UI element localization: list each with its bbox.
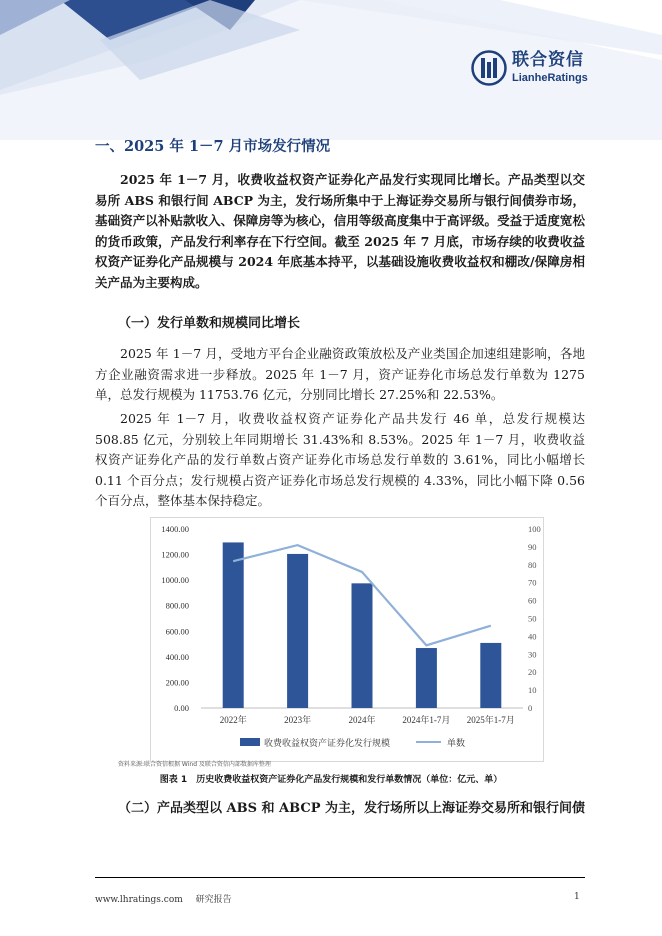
y-right-tick-label: 90 — [528, 541, 537, 552]
y-left-tick-label: 600.00 — [165, 626, 189, 637]
y-right-tick-label: 0 — [528, 703, 533, 713]
y-right-tick-label: 30 — [528, 649, 537, 660]
x-tick-label: 2024年 — [348, 715, 376, 725]
footer-label: 研究报告 — [195, 895, 232, 905]
lianhe-logo-icon — [471, 50, 507, 86]
y-right-tick-label: 20 — [528, 667, 537, 678]
bar-2 — [352, 583, 373, 708]
brand-name-en: LianheRatings — [512, 72, 588, 84]
section-heading: 一、2025 年 1－7 月市场发行情况 — [95, 138, 331, 155]
bar-1 — [287, 554, 308, 708]
y-right-tick-label: 40 — [528, 631, 537, 642]
bar-3 — [416, 648, 437, 708]
summary-paragraph: 2025 年 1－7 月，收费收益权资产证券化产品发行实现同比增长。产品类型以交易所 ABS 和银行间 ABCP 为主，发行场所集中于上海证券交易所与银行间债券市场，基础资产以补贴款收入、保障房等为核心，信用等级高度集中于高评级。受益于适度宽松的货币政策，产品发行利率存在下行空间。截至 2025 年 7 月底，市场存续的收费收益权资产证券化产品规模与 2024 年底基本持平，以基础设施收费收益权和棚改/保障房相关产品为主要构成。 — [95, 172, 585, 290]
x-tick-label: 2025年1-7月 — [466, 715, 515, 725]
subsection-heading-2: （二）产品类型以 ABS 和 ABCP 为主，发行场所以上海证券交易所和银行间债 — [118, 801, 586, 816]
page-number: 1 — [574, 892, 580, 902]
brand-name-cn: 联合资信 — [512, 50, 584, 70]
y-right-tick-label: 10 — [528, 685, 537, 696]
figure-caption: 图表 1 历史收费收益权资产证券化产品发行规模和发行单数情况（单位：亿元、单） — [159, 775, 503, 785]
issuance-chart — [150, 517, 544, 762]
x-tick-label: 2023年 — [284, 715, 312, 725]
y-left-tick-label: 0.00 — [174, 703, 189, 713]
subsection-heading-1: （一）发行单数和规模同比增长 — [118, 316, 301, 331]
y-right-tick-label: 50 — [528, 613, 537, 624]
footer-info — [95, 892, 232, 905]
y-left-tick-label: 800.00 — [165, 600, 189, 611]
y-right-tick-label: 100 — [528, 524, 541, 534]
y-left-tick-label: 1400.00 — [161, 524, 189, 534]
y-left-tick-label: 200.00 — [165, 677, 189, 688]
legend-bar-label: 收费收益权资产证券化发行规模 — [264, 738, 391, 748]
bar-0 — [223, 542, 244, 708]
legend-line-label: 单数 — [447, 738, 466, 748]
legend-bar-swatch — [240, 738, 260, 746]
figure-source: 资料来源:联合资信根据 Wind 及联合资信内部数据库整理 — [118, 761, 271, 768]
y-right-tick-label: 60 — [528, 595, 537, 606]
footer-url[interactable]: www.lhratings.com — [95, 895, 183, 905]
paragraph-2: 2025 年 1－7 月，收费收益权资产证券化产品共发行 46 单，总发行规模达 508.85 亿元，分别较上年同期增长 31.43%和 8.53%。2025 年 1－7 月，收费收益权资产证券化产品的发行单数占资产证券化市场总发行单数的 3.61%，同比小幅增长 0.11 个百分点；发行规模占资产证券化市场总发行规模的 4.33%，同比小幅下降 0.56 个百分点，整体基本保持稳定。 — [95, 411, 585, 509]
paragraph-1: 2025 年 1－7 月，受地方平台企业融资政策放松及产业类国企加速组建影响，各地方企业融资需求进一步释放。2025 年 1－7 月，资产证券化市场总发行单数为 1275 单，总发行规模为 11753.76 亿元，分别同比增长 27.25%和 22.53%。 — [95, 346, 585, 403]
footer-divider — [95, 877, 585, 878]
x-tick-label: 2022年 — [219, 715, 247, 725]
y-left-tick-label: 1000.00 — [161, 575, 189, 586]
brand-logo — [471, 50, 588, 86]
y-left-tick-label: 1200.00 — [161, 549, 189, 560]
x-tick-label: 2024年1-7月 — [402, 715, 451, 725]
y-left-tick-label: 400.00 — [165, 651, 189, 662]
y-right-tick-label: 70 — [528, 577, 537, 588]
y-right-tick-label: 80 — [528, 559, 537, 570]
bar-4 — [480, 643, 501, 708]
